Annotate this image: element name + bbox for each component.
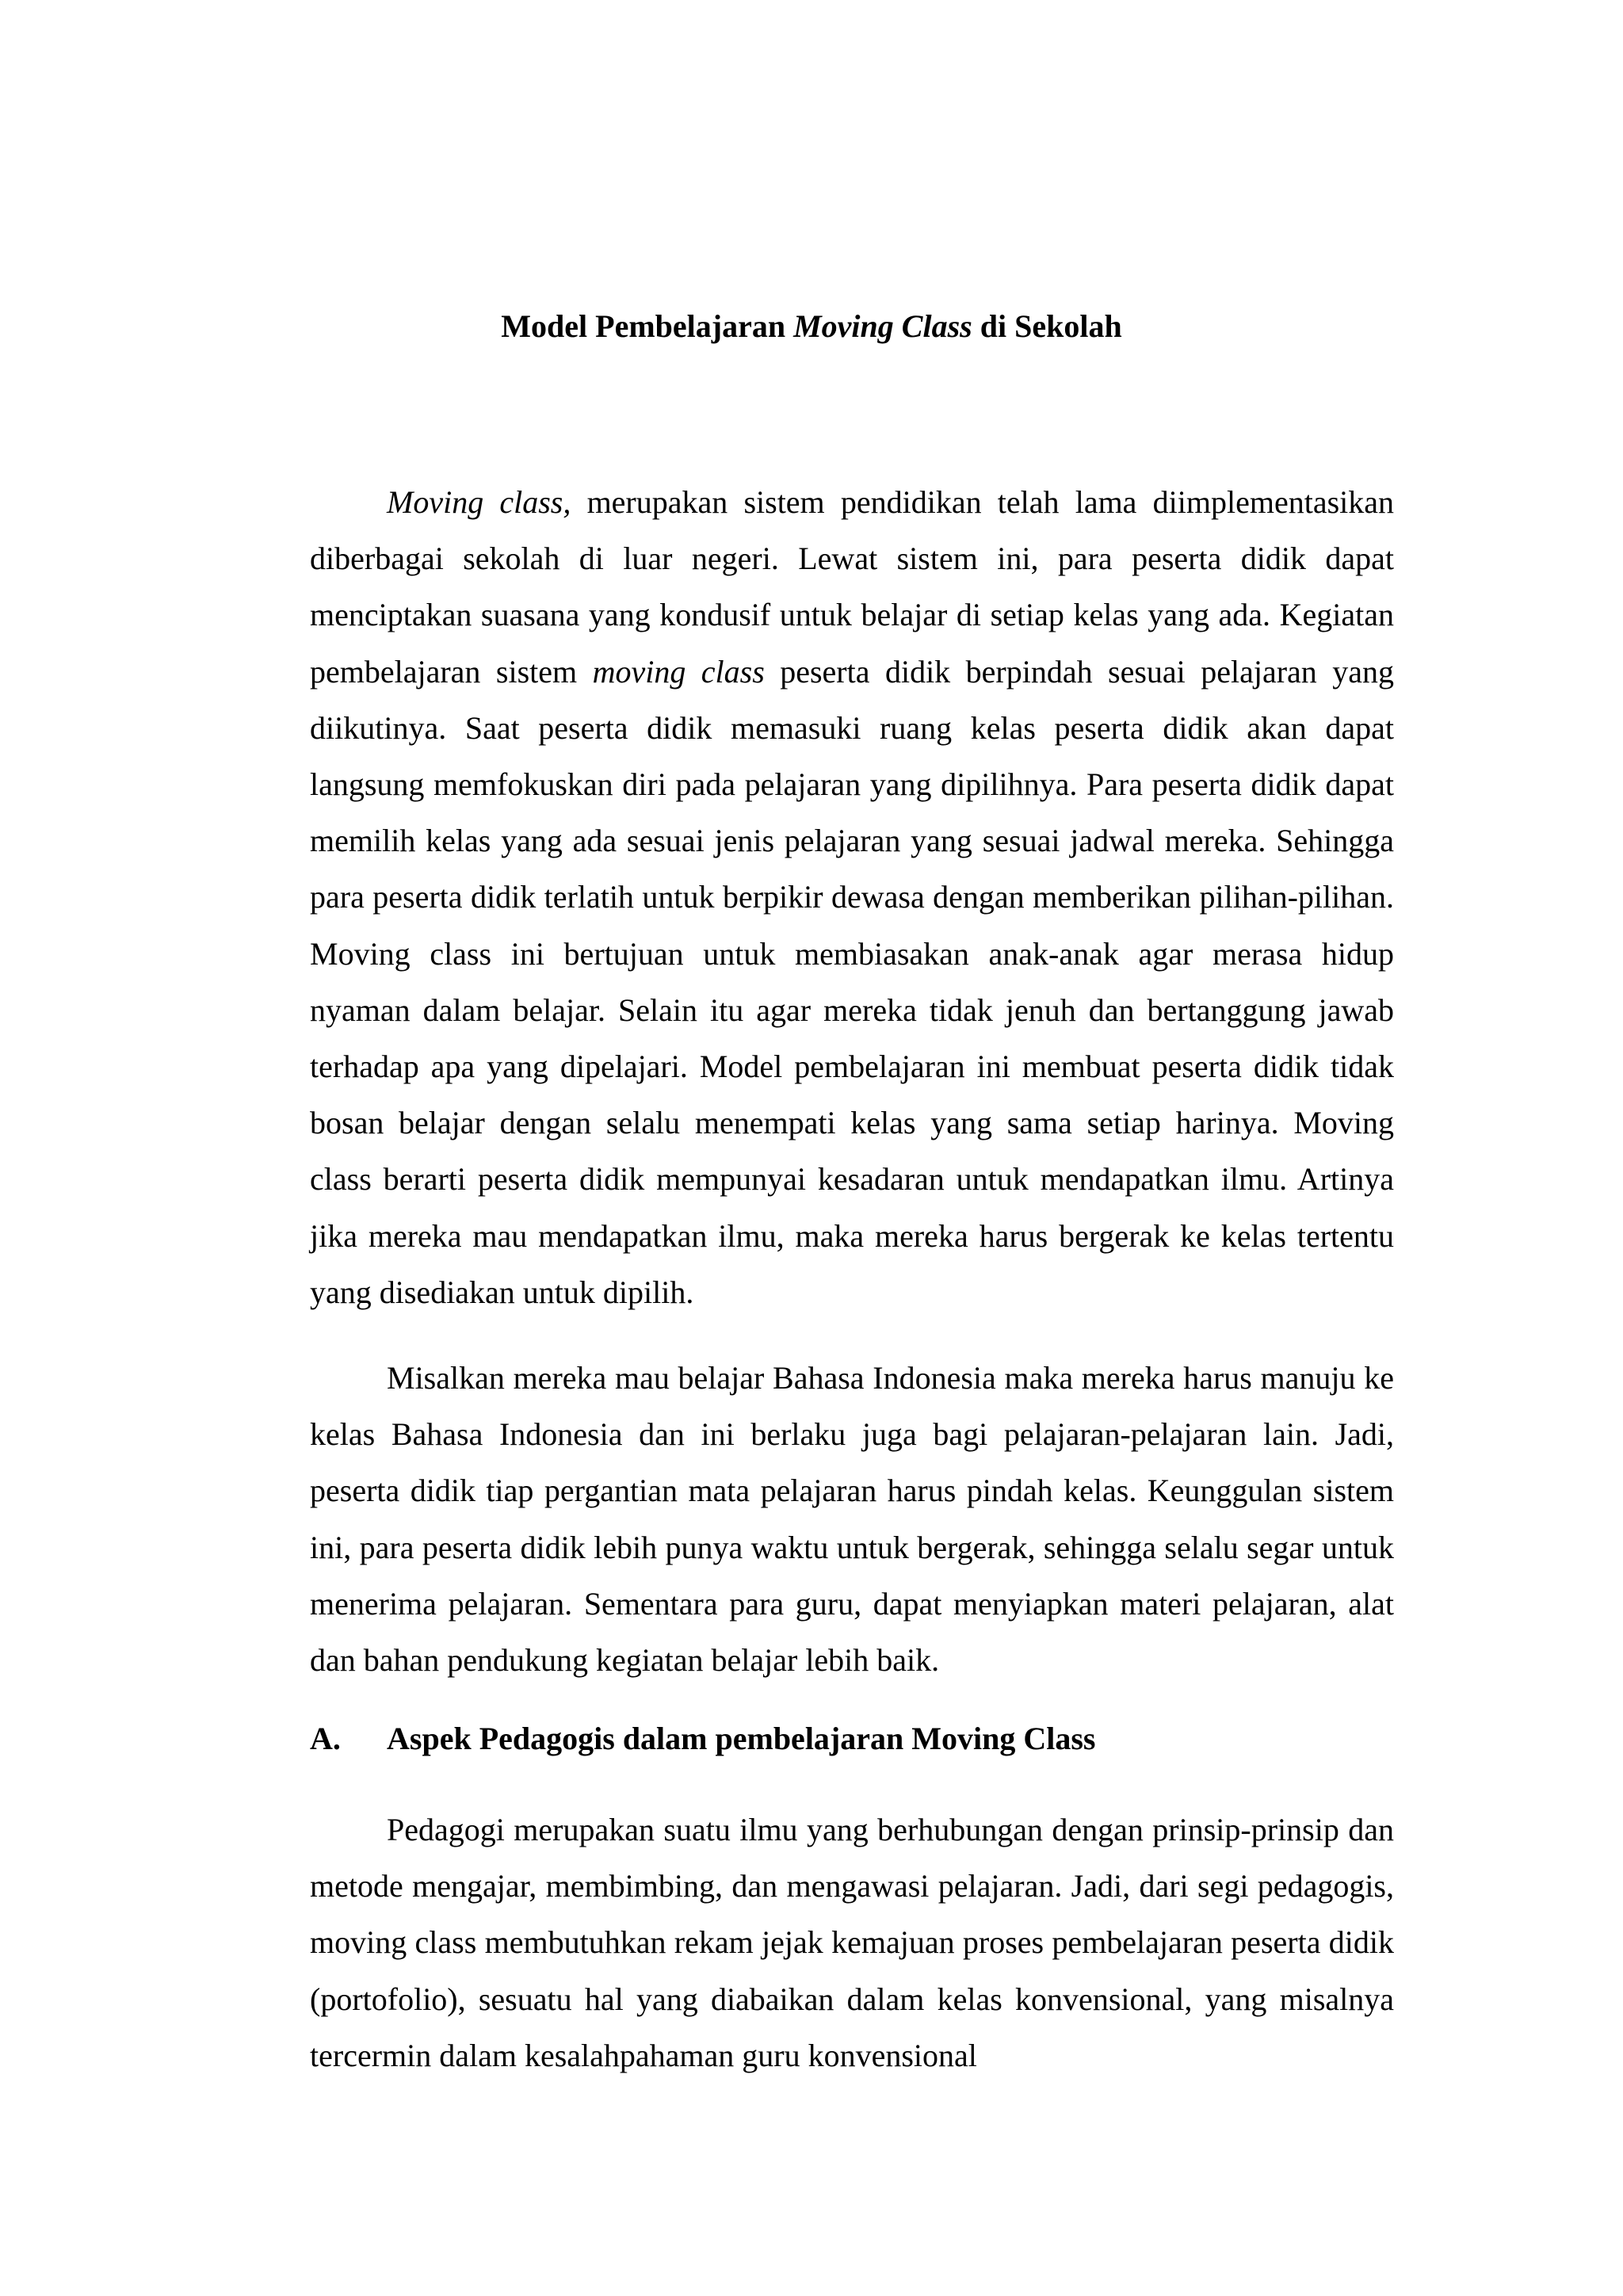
section-label: A. [310, 1721, 341, 1756]
section-title: Aspek Pedagogis dalam pembelajaran Moving Class [387, 1721, 1096, 1756]
paragraph-example [310, 1350, 1394, 1688]
paragraph-pedagogy [310, 1801, 1394, 2084]
section-heading-a [310, 1720, 1096, 1758]
title-text-start: Model Pembelajaran [501, 308, 794, 344]
paragraph-example-text: Misalkan mereka mau belajar Bahasa Indonesia maka mereka harus manuju ke kelas Bahasa Indonesia dan ini berlaku juga bagi pelajaran-pelajaran lain. Jadi, peserta didik tiap pergantian mata pelajaran harus pindah kelas. Keunggulan sistem ini, para peserta didik lebih punya waktu untuk bergerak, sehingga selalu segar untuk menerima pelajaran. Sementara para guru, dapat menyiapkan materi pelajaran, alat dan bahan pendukung kegiatan belajar lebih baik. [310, 1360, 1394, 1679]
paragraph-intro-text-a: merupakan sistem pendidikan telah lama diimplementasikan diberbagai sekolah di luar negeri. Lewat sistem ini, para peserta didik dapat menciptakan suasana yang kondusif untuk belajar di setiap kelas yang ada. Kegiatan pembelajaran sistem [310, 484, 1394, 690]
paragraph-intro [310, 474, 1394, 1320]
title-text-end: di Sekolah [972, 308, 1122, 344]
title-italic-term: Moving Class [793, 308, 972, 344]
paragraph-intro-italic-lead: Moving class, [387, 484, 571, 520]
document-title [0, 308, 1623, 346]
paragraph-pedagogy-text: Pedagogi merupakan suatu ilmu yang berhubungan dengan prinsip-prinsip dan metode mengajar, membimbing, dan mengawasi pelajaran. Jadi, dari segi pedagogis, moving class membutuhkan rekam jejak kemajuan proses pembelajaran peserta didik (portofolio), sesuatu hal yang diabaikan dalam kelas konvensional, yang misalnya tercermin dalam kesalahpahaman guru konvensional [310, 1812, 1394, 2073]
paragraph-intro-text-b: peserta didik berpindah sesuai pelajaran yang diikutinya. Saat peserta didik memasuki ruang kelas peserta didik akan dapat langsung memfokuskan diri pada pelajaran yang dipilihnya. Para peserta didik dapat memilih kelas yang ada sesuai jenis pelajaran yang sesuai jadwal mereka. Sehingga para peserta didik terlatih untuk berpikir dewasa dengan memberikan pilihan-pilihan. Moving class ini bertujuan untuk membiasakan anak-anak agar merasa hidup nyaman dalam belajar. Selain itu agar mereka tidak jenuh dan bertanggung jawab terhadap apa yang dipelajari. Model pembelajaran ini membuat peserta didik tidak bosan belajar dengan selalu menempati kelas yang sama setiap harinya. Moving class berarti peserta didik mempunyai kesadaran untuk mendapatkan ilmu. Artinya jika mereka mau mendapatkan ilmu, maka mereka harus bergerak ke kelas tertentu yang disediakan untuk dipilih. [310, 653, 1394, 1310]
paragraph-intro-italic-term: moving class [592, 653, 765, 690]
